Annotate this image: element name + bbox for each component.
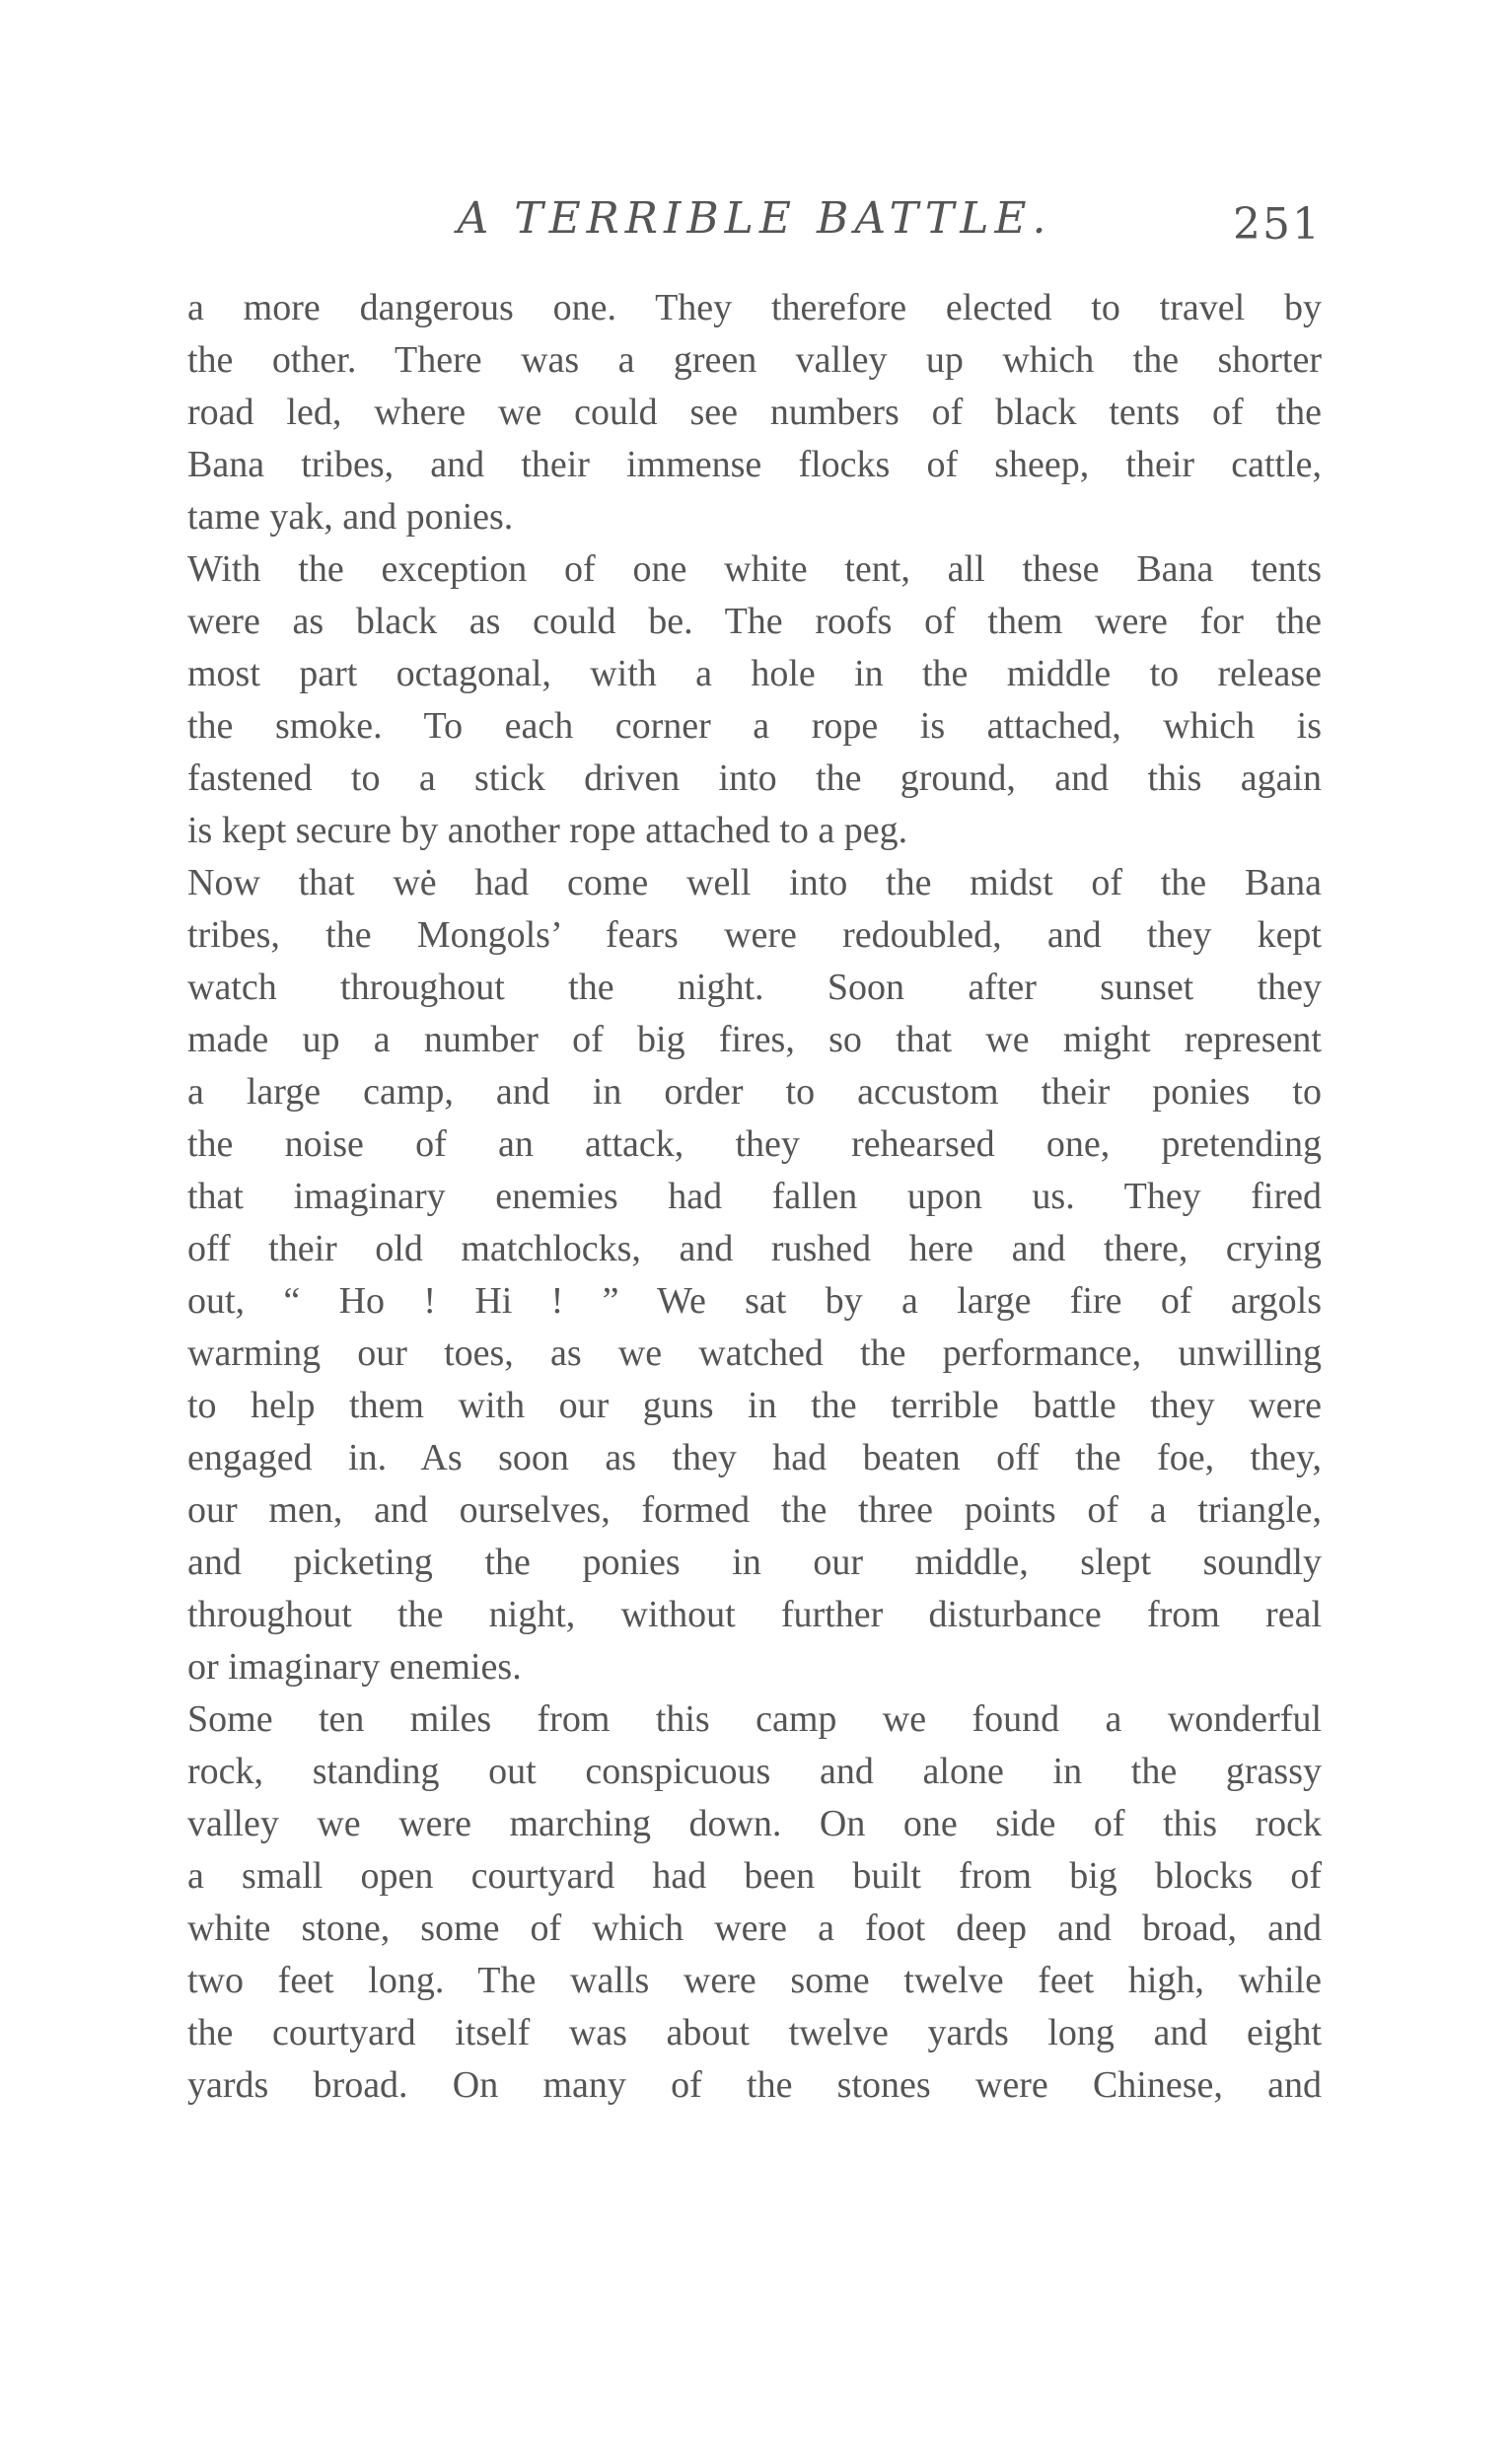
text-line: valley we were marching down. On one side of this rock <box>187 1803 1322 1844</box>
text-line: were as black as could be. The roofs of them were for the <box>187 601 1322 642</box>
text-line: made up a number of big fires, so that we might represent <box>187 1019 1322 1060</box>
text-line: out, “ Ho ! Hi ! ” We sat by a large fire of argols <box>187 1280 1322 1322</box>
text-line: our men, and ourselves, formed the three points of a triangle, <box>187 1489 1322 1531</box>
text-line: or imaginary enemies. <box>187 1646 522 1688</box>
text-line: road led, where we could see numbers of black tents of the <box>187 392 1322 433</box>
text-line: watch throughout the night. Soon after sunset they <box>187 967 1322 1008</box>
text-line: Now that wė had come well into the midst of the Bana <box>187 862 1322 903</box>
text-line: throughout the night, without further disturbance from real <box>187 1594 1322 1635</box>
text-line: is kept secure by another rope attached to a peg. <box>187 810 908 851</box>
text-line: tame yak, and ponies. <box>187 496 514 538</box>
text-line: yards broad. On many of the stones were Chinese, and <box>187 2064 1322 2106</box>
text-line: off their old matchlocks, and rushed here and there, crying <box>187 1228 1322 1269</box>
text-line: that imaginary enemies had fallen upon us. They fired <box>187 1176 1322 1217</box>
text-line: most part octagonal, with a hole in the middle to release <box>187 653 1322 694</box>
text-line: Bana tribes, and their immense flocks of sheep, their cattle, <box>187 444 1322 485</box>
running-title: A TERRIBLE BATTLE. <box>457 193 1052 244</box>
text-line: warming our toes, as we watched the performance, unwilling <box>187 1332 1322 1374</box>
text-line: tribes, the Mongols’ fears were redoubled, and they kept <box>187 914 1322 956</box>
text-line: a large camp, and in order to accustom their ponies to <box>187 1071 1322 1113</box>
text-line: and picketing the ponies in our middle, slept soundly <box>187 1542 1322 1583</box>
page-header <box>187 193 1322 262</box>
text-line: two feet long. The walls were some twelve feet high, while <box>187 1960 1322 2001</box>
text-line: rock, standing out conspicuous and alone in the grassy <box>187 1751 1322 1792</box>
text-line: the courtyard itself was about twelve yards long and eight <box>187 2012 1322 2053</box>
text-line: Some ten miles from this camp we found a wonderful <box>187 1698 1322 1740</box>
text-line: a small open courtyard had been built from big blocks of <box>187 1855 1322 1897</box>
text-line: to help them with our guns in the terrible battle they were <box>187 1385 1322 1426</box>
text-line: fastened to a stick driven into the ground, and this again <box>187 757 1322 799</box>
text-line: engaged in. As soon as they had beaten off the foe, they, <box>187 1437 1322 1478</box>
text-line: a more dangerous one. They therefore elected to travel by <box>187 287 1322 328</box>
page-number: 251 <box>1233 199 1322 250</box>
text-line: the smoke. To each corner a rope is attached, which is <box>187 705 1322 747</box>
text-line: the other. There was a green valley up which the shorter <box>187 339 1322 381</box>
text-line: white stone, some of which were a foot deep and broad, and <box>187 1907 1322 1949</box>
text-line: the noise of an attack, they rehearsed one, pretending <box>187 1123 1322 1165</box>
body-text <box>187 282 1322 2112</box>
text-line: With the exception of one white tent, all these Bana tents <box>187 548 1322 590</box>
